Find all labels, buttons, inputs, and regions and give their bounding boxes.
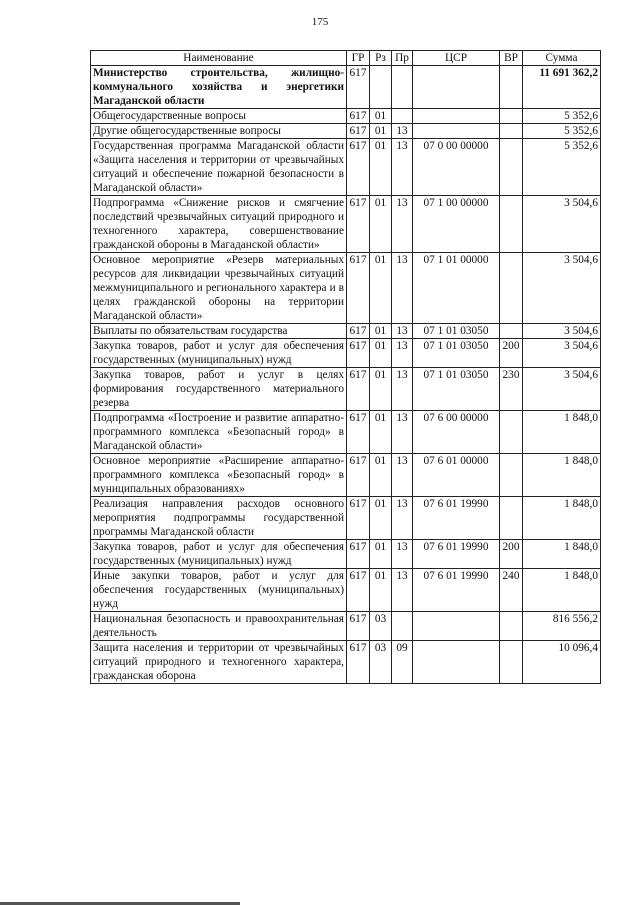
cell-sum: 5 352,6 <box>523 109 601 124</box>
cell-rz: 01 <box>370 324 392 339</box>
cell-rz: 01 <box>370 454 392 497</box>
cell-vr <box>500 196 523 253</box>
cell-gr: 617 <box>347 196 370 253</box>
table-row <box>91 66 601 109</box>
cell-sum: 3 504,6 <box>523 253 601 324</box>
cell-vr: 200 <box>500 339 523 368</box>
cell-gr: 617 <box>347 253 370 324</box>
cell-name: Закупка товаров, работ и услуг для обеспечения государственных (муниципальных) нужд <box>91 540 347 569</box>
cell-vr <box>500 124 523 139</box>
cell-vr <box>500 497 523 540</box>
cell-pr: 13 <box>392 569 413 612</box>
header-name: Наименование <box>91 51 347 66</box>
cell-csr: 07 6 00 00000 <box>413 411 500 454</box>
cell-rz: 01 <box>370 253 392 324</box>
cell-gr: 617 <box>347 569 370 612</box>
cell-pr: 13 <box>392 339 413 368</box>
cell-pr <box>392 109 413 124</box>
cell-gr: 617 <box>347 497 370 540</box>
cell-csr: 07 6 01 19990 <box>413 540 500 569</box>
cell-name: Иные закупки товаров, работ и услуг для обеспечения государственных (муниципальных) нужд <box>91 569 347 612</box>
cell-vr: 240 <box>500 569 523 612</box>
cell-pr: 13 <box>392 411 413 454</box>
cell-vr <box>500 139 523 196</box>
cell-name: Защита населения и территории от чрезвычайных ситуаций природного и техногенного характера, гражданская оборона <box>91 641 347 684</box>
cell-gr: 617 <box>347 454 370 497</box>
cell-name: Выплаты по обязательствам государства <box>91 324 347 339</box>
table-row <box>91 124 601 139</box>
cell-sum: 5 352,6 <box>523 139 601 196</box>
cell-vr <box>500 454 523 497</box>
budget-table <box>90 50 601 684</box>
cell-pr: 13 <box>392 196 413 253</box>
cell-sum: 3 504,6 <box>523 368 601 411</box>
cell-name: Другие общегосударственные вопросы <box>91 124 347 139</box>
cell-name: Общегосударственные вопросы <box>91 109 347 124</box>
cell-pr <box>392 66 413 109</box>
header-gr: ГР <box>347 51 370 66</box>
cell-csr: 07 6 01 00000 <box>413 454 500 497</box>
cell-rz: 01 <box>370 540 392 569</box>
table-row <box>91 253 601 324</box>
header-sum: Сумма <box>523 51 601 66</box>
table-row <box>91 641 601 684</box>
cell-csr: 07 1 01 03050 <box>413 324 500 339</box>
cell-rz: 01 <box>370 497 392 540</box>
cell-pr: 13 <box>392 368 413 411</box>
cell-rz: 03 <box>370 641 392 684</box>
cell-csr: 07 6 01 19990 <box>413 497 500 540</box>
cell-vr <box>500 411 523 454</box>
cell-gr: 617 <box>347 66 370 109</box>
cell-sum: 1 848,0 <box>523 497 601 540</box>
cell-vr <box>500 109 523 124</box>
table-row <box>91 411 601 454</box>
table-row <box>91 497 601 540</box>
cell-vr: 200 <box>500 540 523 569</box>
cell-sum: 3 504,6 <box>523 339 601 368</box>
header-rz: Рз <box>370 51 392 66</box>
table-row <box>91 196 601 253</box>
cell-sum: 3 504,6 <box>523 196 601 253</box>
cell-pr <box>392 612 413 641</box>
cell-csr: 07 1 01 03050 <box>413 368 500 411</box>
cell-pr: 13 <box>392 454 413 497</box>
cell-sum: 816 556,2 <box>523 612 601 641</box>
table-row <box>91 540 601 569</box>
cell-csr: 07 1 01 03050 <box>413 339 500 368</box>
cell-name: Закупка товаров, работ и услуг для обеспечения государственных (муниципальных) нужд <box>91 339 347 368</box>
header-pr: Пр <box>392 51 413 66</box>
cell-csr <box>413 124 500 139</box>
cell-csr <box>413 612 500 641</box>
cell-gr: 617 <box>347 612 370 641</box>
cell-sum: 11 691 362,2 <box>523 66 601 109</box>
cell-sum: 10 096,4 <box>523 641 601 684</box>
cell-name: Основное мероприятие «Резерв материальных ресурсов для ликвидации чрезвычайных ситуаций межмуниципального и регионального характера и в целях гражданской обороны на территории Магаданской области» <box>91 253 347 324</box>
cell-gr: 617 <box>347 411 370 454</box>
cell-pr: 13 <box>392 139 413 196</box>
cell-gr: 617 <box>347 540 370 569</box>
cell-gr: 617 <box>347 109 370 124</box>
cell-rz: 01 <box>370 411 392 454</box>
header-csr: ЦСР <box>413 51 500 66</box>
cell-gr: 617 <box>347 324 370 339</box>
cell-gr: 617 <box>347 124 370 139</box>
cell-csr: 07 6 01 19990 <box>413 569 500 612</box>
cell-rz <box>370 66 392 109</box>
header-vr: ВР <box>500 51 523 66</box>
cell-name: Министерство строительства, жилищно-коммунального хозяйства и энергетики Магаданской области <box>91 66 347 109</box>
cell-csr <box>413 109 500 124</box>
cell-vr <box>500 641 523 684</box>
cell-rz: 01 <box>370 569 392 612</box>
cell-name: Основное мероприятие «Расширение аппаратно-программного комплекса «Безопасный город» в муниципальных образованиях» <box>91 454 347 497</box>
cell-gr: 617 <box>347 641 370 684</box>
cell-vr: 230 <box>500 368 523 411</box>
cell-gr: 617 <box>347 368 370 411</box>
table-row <box>91 454 601 497</box>
cell-pr: 13 <box>392 497 413 540</box>
table-row <box>91 569 601 612</box>
cell-csr: 07 0 00 00000 <box>413 139 500 196</box>
cell-gr: 617 <box>347 339 370 368</box>
cell-sum: 3 504,6 <box>523 324 601 339</box>
page-number: 175 <box>311 16 329 28</box>
cell-rz: 01 <box>370 368 392 411</box>
cell-pr: 13 <box>392 253 413 324</box>
cell-rz: 01 <box>370 339 392 368</box>
cell-name: Государственная программа Магаданской области «Защита населения и территории от чрезвычайных ситуаций и обеспечение пожарной безопасности в Магаданской области» <box>91 139 347 196</box>
table-row <box>91 109 601 124</box>
cell-sum: 1 848,0 <box>523 411 601 454</box>
cell-pr: 13 <box>392 124 413 139</box>
cell-sum: 1 848,0 <box>523 540 601 569</box>
table-row <box>91 612 601 641</box>
cell-vr <box>500 612 523 641</box>
cell-pr: 13 <box>392 540 413 569</box>
table-header-row <box>91 51 601 66</box>
cell-name: Реализация направления расходов основного мероприятия подпрограммы государственной программы Магаданской области <box>91 497 347 540</box>
cell-pr: 09 <box>392 641 413 684</box>
cell-sum: 1 848,0 <box>523 569 601 612</box>
cell-name: Подпрограмма «Снижение рисков и смягчение последствий чрезвычайных ситуаций природного и техногенного характера, совершенствование гражданской обороны в Магаданской области» <box>91 196 347 253</box>
cell-rz: 01 <box>370 124 392 139</box>
cell-csr <box>413 66 500 109</box>
table-row <box>91 139 601 196</box>
cell-name: Подпрограмма «Построение и развитие аппаратно-программного комплекса «Безопасный город» в Магаданской области» <box>91 411 347 454</box>
cell-csr: 07 1 01 00000 <box>413 253 500 324</box>
cell-name: Закупка товаров, работ и услуг в целях формирования государственного материального резерва <box>91 368 347 411</box>
cell-rz: 01 <box>370 139 392 196</box>
cell-rz: 01 <box>370 109 392 124</box>
cell-vr <box>500 324 523 339</box>
table-row <box>91 339 601 368</box>
cell-sum: 5 352,6 <box>523 124 601 139</box>
cell-vr <box>500 66 523 109</box>
cell-sum: 1 848,0 <box>523 454 601 497</box>
cell-vr <box>500 253 523 324</box>
cell-rz: 03 <box>370 612 392 641</box>
cell-rz: 01 <box>370 196 392 253</box>
cell-pr: 13 <box>392 324 413 339</box>
cell-name: Национальная безопасность и правоохранительная деятельность <box>91 612 347 641</box>
table-body <box>91 66 601 684</box>
cell-csr: 07 1 00 00000 <box>413 196 500 253</box>
table-row <box>91 324 601 339</box>
table-row <box>91 368 601 411</box>
cell-csr <box>413 641 500 684</box>
cell-gr: 617 <box>347 139 370 196</box>
